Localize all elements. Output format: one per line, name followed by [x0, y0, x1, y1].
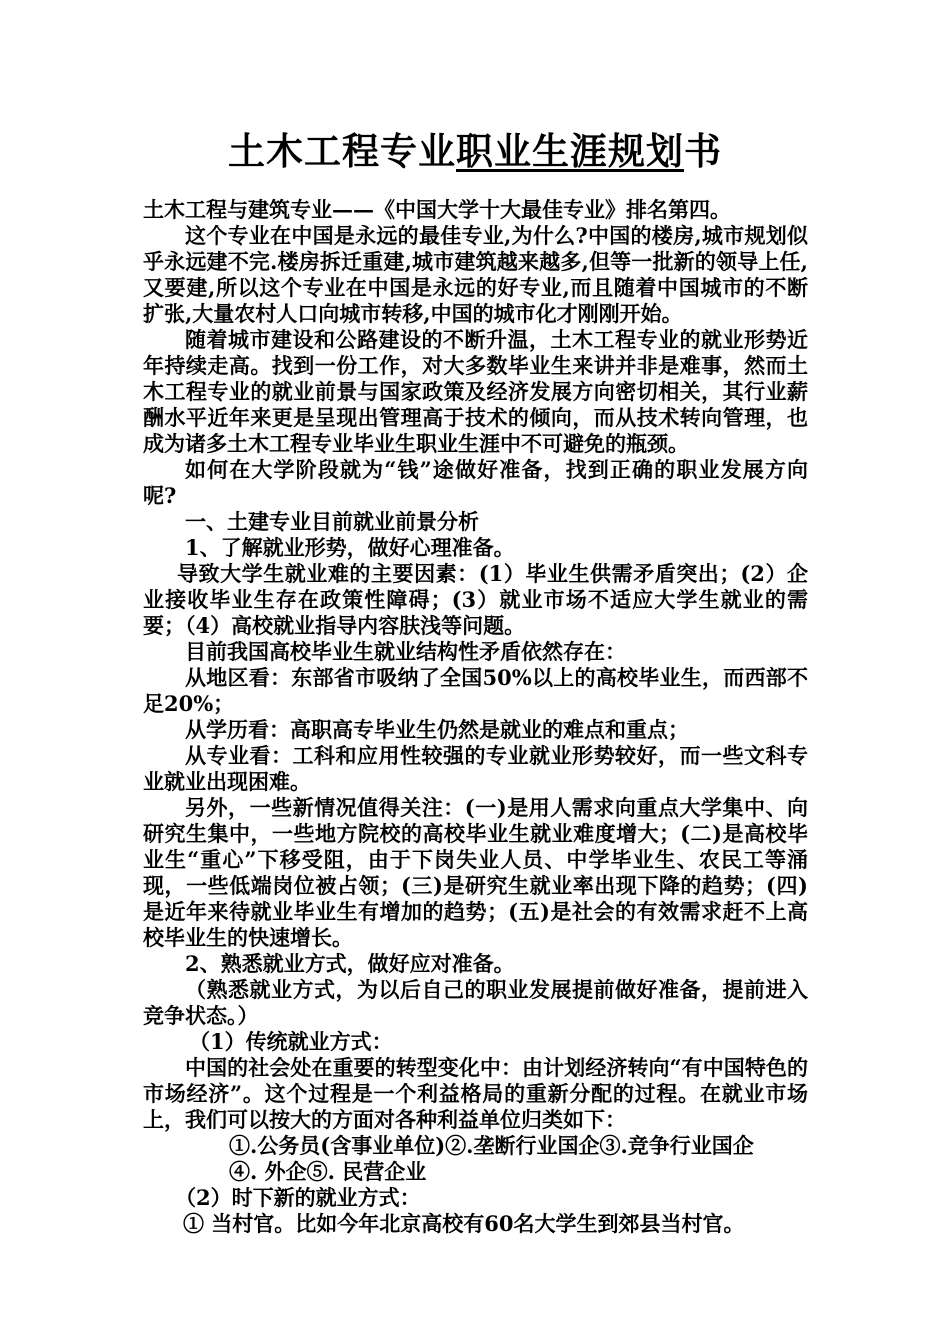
subsection-heading-2: 2、熟悉就业方式，做好应对准备。: [185, 951, 515, 976]
subsection-heading-1: 1、了解就业形势，做好心理准备。: [185, 535, 515, 560]
paragraph-familiarize: （熟悉就业方式，为以后自己的职业发展提前做好准备，提前进入竞争状态。）: [143, 977, 808, 1028]
paragraph-region: 从地区看：东部省市吸纳了全国50%以上的高校毕业生，而西部不足20%；: [143, 665, 808, 716]
section-heading-1: 一、土建专业目前就业前景分析: [185, 509, 479, 534]
paragraph-ranking: 土木工程与建筑专业——《中国大学十大最佳专业》排名第四。: [143, 197, 731, 222]
subsection-new-ways: （2）时下新的就业方式：: [175, 1185, 421, 1210]
paragraph-new-situations: 另外，一些新情况值得关注：(一)是用人需求向重点大学集中、向研究生集中，一些地方院校的高校毕业生就业难度增大；(二)是高校毕业生“重心”下移受阻，由于下岗失业人员、中学毕业生、农民工等涌现，一些低端岗位被占领；(三)是研究生就业率出现下降的趋势；(四)是近年来待就业毕业生有增加的趋势；(五)是社会的有效需求赶不上高校毕业生的快速增长。: [143, 795, 808, 950]
paragraph-major: 从专业看：工科和应用性较强的专业就业形势较好，而一些文科专业就业出现困难。: [143, 743, 808, 794]
paragraph-intro: 这个专业在中国是永远的最佳专业,为什么?中国的楼房,城市规划似乎永远建不完.楼房拆迁重建,城市建筑越来越多,但等一批新的领导上任,又要建,所以这个专业在中国是永远的好专业,而且随着中国城市的不断扩张,大量农村人口向城市转移,中国的城市化才刚刚开始。: [143, 223, 808, 326]
paragraph-employment-trend: 随着城市建设和公路建设的不断升温，土木工程专业的就业形势近年持续走高。找到一份工作，对大多数毕业生来讲并非是难事，然而土木工程专业的就业前景与国家政策及经济发展方向密切相关，其行业薪酬水平近年来更是呈现出管理高于技术的倾向，而从技术转向管理，也成为诸多土木工程专业毕业生职业生涯中不可避免的瓶颈。: [143, 327, 808, 456]
title-part-1: 土木工程专业: [228, 129, 456, 173]
paragraph-transition: 中国的社会处在重要的转型变化中：由计划经济转向“有中国特色的市场经济”。这个过程是一个利益格局的重新分配的过程。在就业市场上，我们可以按大的方面对各种利益单位归类如下：: [143, 1055, 808, 1132]
title-part-3: 书: [684, 129, 722, 173]
list-employers-line-1: ①.公务员(含事业单位)②.垄断行业国企③.竞争行业国企: [229, 1133, 754, 1158]
document-body: [143, 197, 808, 1237]
paragraph-village-official: ① 当村官。比如今年北京高校有60名大学生到郊县当村官。: [183, 1211, 745, 1236]
paragraph-structural: 目前我国高校毕业生就业结构性矛盾依然存在：: [185, 639, 626, 664]
paragraph-question: 如何在大学阶段就为“钱”途做好准备，找到正确的职业发展方向呢?: [143, 457, 808, 508]
document-title: [0, 128, 950, 174]
list-employers-line-2: ④. 外企⑤. 民营企业: [229, 1159, 427, 1184]
subsection-traditional: （1）传统就业方式：: [189, 1029, 393, 1054]
paragraph-degree: 从学历看：高职高专毕业生仍然是就业的难点和重点；: [185, 717, 689, 742]
title-part-2-underlined: 职业生涯规划: [456, 129, 684, 173]
paragraph-factors: 导致大学生就业难的主要因素：(1）毕业生供需矛盾突出；(2）企业接收毕业生存在政策性障碍；(3）就业市场不适应大学生就业的需要；（4）高校就业指导内容肤浅等问题。: [143, 561, 808, 638]
